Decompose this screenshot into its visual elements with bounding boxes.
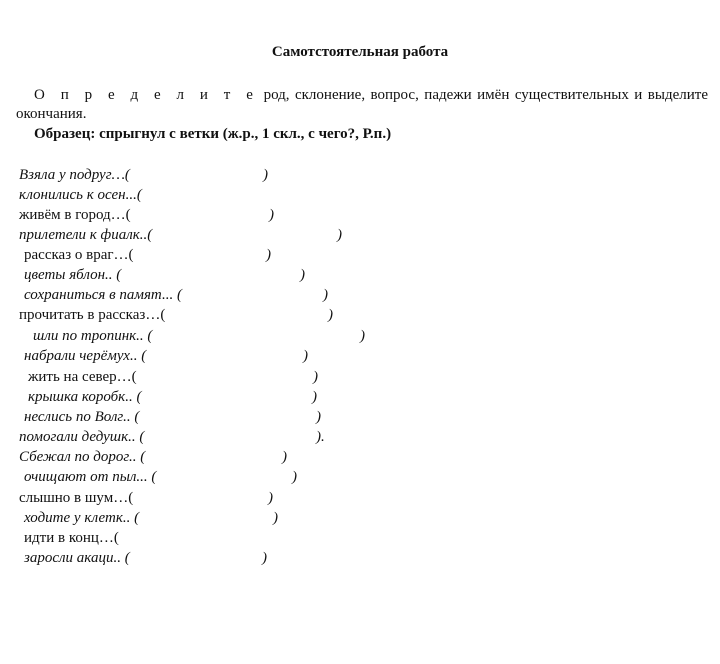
item-close-paren: ) <box>300 267 305 283</box>
item-phrase: жить на север…( <box>28 369 137 385</box>
exercise-item <box>24 265 305 285</box>
exercise-item <box>33 326 365 346</box>
item-close-paren: ) <box>263 167 268 183</box>
item-close-paren: ) <box>316 409 321 425</box>
item-close-paren: ) <box>269 207 274 223</box>
exercise-item <box>19 205 274 225</box>
exercise-item <box>24 285 328 305</box>
item-phrase: слышно в шум…( <box>19 490 134 506</box>
item-close-paren: ) <box>273 510 278 526</box>
exercise-item <box>19 185 142 205</box>
item-close-paren: ) <box>312 389 317 405</box>
item-phrase: заросли акаци.. ( <box>24 550 130 566</box>
item-phrase: шли по тропинк.. ( <box>33 328 153 344</box>
item-close-paren: ) <box>313 369 318 385</box>
exercise-item <box>19 225 342 245</box>
item-phrase: ходите у клетк.. ( <box>24 510 140 526</box>
item-phrase: очищают от пыл... ( <box>24 469 157 485</box>
item-phrase: сохраниться в памят... ( <box>24 287 182 303</box>
exercise-item <box>24 245 271 265</box>
item-phrase: крышка коробк.. ( <box>28 389 142 405</box>
task-text: род, склонение, вопрос, падежи имён существительных и выделите окончания. <box>16 87 708 122</box>
exercise-item <box>24 508 278 528</box>
item-phrase: Сбежал по дорог.. ( <box>19 449 146 465</box>
item-phrase: неслись по Волг.. ( <box>24 409 140 425</box>
exercise-item <box>24 528 119 548</box>
item-phrase: прочитать в рассказ…( <box>19 307 166 323</box>
item-close-paren: ) <box>262 550 267 566</box>
item-phrase: цветы яблон.. ( <box>24 267 122 283</box>
item-close-paren: ) <box>282 449 287 465</box>
exercise-item <box>19 488 273 508</box>
item-close-paren: ). <box>316 429 325 445</box>
item-phrase: прилетели к фиалк..( <box>19 227 153 243</box>
item-phrase: клонились к осен...( <box>19 187 142 203</box>
exercise-item <box>24 407 321 427</box>
item-phrase: Взяла у подруг…( <box>19 167 130 183</box>
exercise-item <box>28 387 317 407</box>
item-close-paren: ) <box>328 307 333 323</box>
task-instruction <box>16 86 708 124</box>
exercise-item <box>28 367 318 387</box>
exercise-item <box>24 346 308 366</box>
item-close-paren: ) <box>266 247 271 263</box>
item-phrase: живём в город…( <box>19 207 131 223</box>
exercise-item <box>19 305 333 325</box>
item-close-paren: ) <box>360 328 365 344</box>
sample-line: Образец: спрыгнул с ветки (ж.р., 1 скл., с чего?, Р.п.) <box>34 126 392 142</box>
exercise-item <box>24 467 297 487</box>
page-title: Самотстоятельная работа <box>271 44 449 60</box>
exercise-item <box>24 548 267 568</box>
item-close-paren: ) <box>303 348 308 364</box>
item-close-paren: ) <box>292 469 297 485</box>
item-phrase: набрали черёмух.. ( <box>24 348 147 364</box>
item-phrase: рассказ о враг…( <box>24 247 134 263</box>
item-close-paren: ) <box>268 490 273 506</box>
item-close-paren: ) <box>323 287 328 303</box>
item-phrase: идти в конц…( <box>24 530 119 546</box>
exercise-item <box>19 427 325 447</box>
item-phrase: помогали дедушк.. ( <box>19 429 145 445</box>
exercise-item <box>19 165 268 185</box>
task-keyword: О п р е д е л и т е <box>34 87 259 103</box>
exercise-item <box>19 447 287 467</box>
item-close-paren: ) <box>337 227 342 243</box>
